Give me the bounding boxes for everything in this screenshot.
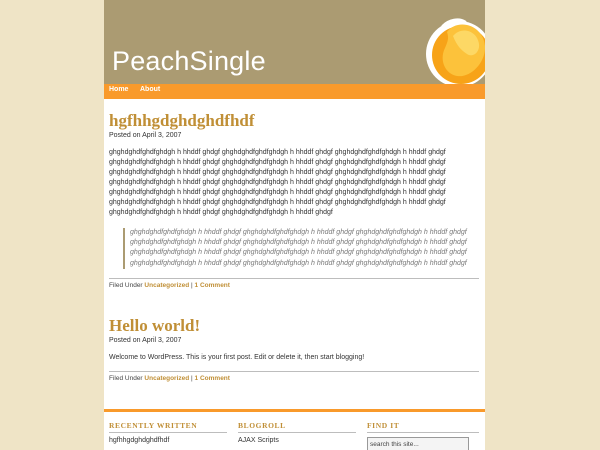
post-article	[109, 316, 479, 363]
nav-item-about[interactable]: About	[140, 86, 161, 93]
comments-link[interactable]: 1 Comment	[194, 375, 230, 382]
recent-posts-heading: RECENTLY WRITTEN	[109, 421, 227, 433]
site-footer	[104, 409, 485, 450]
search-widget	[367, 421, 479, 450]
post-meta	[109, 278, 479, 289]
post-blockquote: ghghdghdfghdfghdgh h hhddf ghdgf ghghdghdfghdfghdgh h hhddf ghdgf ghghdghdfghdfghdgh h hhddf ghdgf ghghdghdfghdfghdgh h hhddf ghdgf ghghdghdfghdfghdgh h hhddf ghdgf ghghdghdfghdfghdgh h hhddf ghdgf ghghdghdfghdfghdgh h hhddf ghdgf ghghdghdfghdfghdgh h hhddf ghdgf ghghdghdfghdfghdgh h hhddf ghdgf ghghdghdfghdfghdgh h hhddf ghdgf ghghdghdfghdfghdgh h hhddf ghdgf ghghdghdfghdfghdgh h hhddf ghdgf	[123, 228, 479, 269]
post-date: Posted on April 3, 2007	[109, 132, 182, 139]
post-article	[109, 111, 479, 269]
category-link[interactable]: Uncategorized	[144, 375, 190, 382]
search-input[interactable]	[367, 437, 469, 450]
category-link[interactable]: Uncategorized	[144, 282, 190, 289]
nav-item-home[interactable]: Home	[109, 86, 129, 93]
post-body: ghghdghdfghdfghdgh h hhddf ghdgf ghghdghdfghdfghdgh h hhddf ghdgf ghghdghdfghdfghdgh h hhddf ghdgf ghghdghdfghdfghdgh h hhddf ghdgf ghghdghdfghdfghdgh h hhddf ghdgf ghghdghdfghdfghdgh h hhddf ghdgf ghghdghdfghdfghdgh h hhddf ghdgf ghghdghdfghdfghdgh h hhddf ghdgf ghghdghdfghdfghdgh h hhddf ghdgf ghghdghdfghdfghdgh h hhddf ghdgf ghghdghdfghdfghdgh h hhddf ghdgf ghghdghdfghdfghdgh h hhddf ghdgf ghghdghdfghdfghdgh h hhddf ghdgf ghghdghdfghdfghdgh h hhddf ghdgf ghghdghdfghdfghdgh h hhddf ghdgf ghghdghdfghdfghdgh h hhddf ghdgf ghghdghdfghdfghdgh h hhddf ghdgf ghghdghdfghdfghdgh h hhddf ghdgf ghghdghdfghdfghdgh h hhddf ghdgf ghghdghdfghdfghdgh h hhddf ghdgf	[109, 149, 446, 216]
blogroll-link[interactable]: AJAX Scripts	[238, 437, 279, 444]
site-header	[104, 0, 485, 84]
site-title[interactable]: PeachSingle	[112, 46, 266, 76]
page-container	[104, 0, 485, 450]
search-heading: FIND IT	[367, 421, 479, 433]
filed-under-label: Filed Under	[109, 282, 143, 289]
peach-logo-icon	[423, 14, 485, 84]
comments-link[interactable]: 1 Comment	[194, 282, 230, 289]
blogroll-heading: BLOGROLL	[238, 421, 356, 433]
meta-separator: |	[191, 282, 193, 289]
blogroll-widget	[238, 421, 356, 444]
recent-posts-widget	[109, 421, 227, 444]
post-meta	[109, 371, 479, 382]
post-body: Welcome to WordPress. This is your first post. Edit or delete it, then start blogging!	[109, 354, 365, 361]
recent-post-link[interactable]: hgfhhgdghdghdfhdf	[109, 437, 170, 444]
post-title[interactable]: hgfhhgdghdghdfhdf	[109, 111, 255, 130]
post-date: Posted on April 3, 2007	[109, 337, 182, 344]
main-nav	[104, 84, 485, 99]
post-title[interactable]: Hello world!	[109, 316, 201, 335]
meta-separator: |	[191, 375, 193, 382]
filed-under-label: Filed Under	[109, 375, 143, 382]
